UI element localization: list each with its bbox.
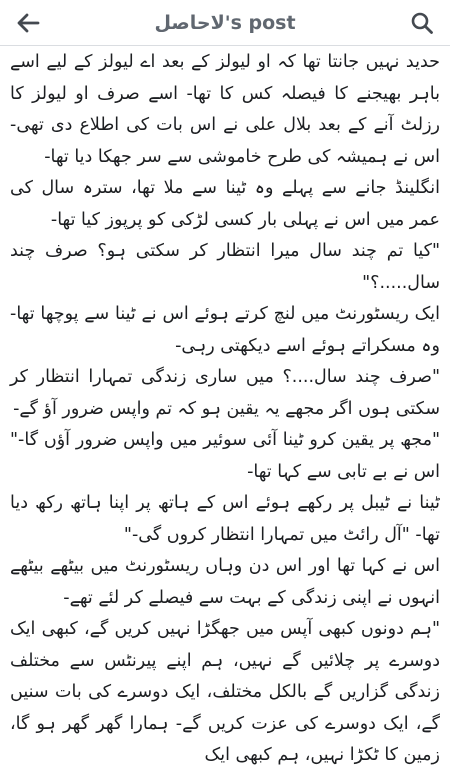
page-title: لاحاصل's post: [154, 12, 296, 34]
post-paragraph: "کیا تم چند سال میرا انتظار کر سکتی ہو؟ صرف چند سال.....؟": [10, 241, 440, 293]
top-bar: [0, 0, 450, 46]
post-paragraph: ٹینا نے ٹیبل پر رکھے ہوئے اس کے ہاتھ پر اپنا ہاتھ رکھ دیا تھا- "آل رائٹ میں تمہارا انتظار کروں گی-": [10, 493, 440, 545]
arrow-left-icon: [17, 13, 39, 33]
post-paragraph: "ہم دونوں کبھی آپس میں جھگڑا نہیں کریں گے، کبھی ایک دوسرے پر چلائیں گے نہیں، ہم اپنے پیرنٹس سے مختلف زندگی گزاریں گے بالکل مختلف، ایک دوسرے کی بات سنیں گے، ایک دوسرے کی عزت کریں گے- ہمارا گھر گھر ہو گا، زمین کا ٹکڑا نہیں، ہم کبھی ایک: [10, 619, 440, 765]
post-paragraph: انگلینڈ جانے سے پہلے وہ ٹینا سے ملا تھا، سترہ سال کی عمر میں اس نے پہلی بار کسی لڑکی کو پرپوز کیا تھا-: [10, 178, 440, 230]
post-paragraph: اس نے کہا تھا اور اس دن وہاں ریسٹورنٹ میں بیٹھے بیٹھے انہوں نے اپنی زندگی کے بہت سے فیصلے کر لئے تھے-: [10, 556, 440, 608]
search-icon: [410, 11, 434, 35]
post-paragraph: ایک ریسٹورنٹ میں لنچ کرتے ہوئے اس نے ٹینا سے پوچھا تھا- وہ مسکراتے ہوئے اسے دیکھتی رہی-: [10, 304, 440, 356]
search-button[interactable]: [406, 7, 438, 39]
back-button[interactable]: [12, 7, 44, 39]
post-paragraph: "مجھ پر یقین کرو ٹینا آئی سوئیر میں واپس ضرور آؤں گا-" اس نے بے تابی سے کہا تھا-: [10, 430, 440, 482]
post-content: [10, 47, 440, 765]
post-paragraph: حدید نہیں جانتا تھا کہ او لیولز کے بعد اے لیولز کے لیے اسے باہر بھیجنے کا فیصلہ کس کا تھا- اسے صرف او لیولز کا رزلٹ آنے کے بعد بلال علی نے اس بات کی اطلاع دی تھی- اس نے ہمیشہ کی طرح خاموشی سے سر جھکا دیا تھا-: [10, 52, 440, 167]
post-paragraph: "صرف چند سال....؟ میں ساری زندگی تمہارا انتظار کر سکتی ہوں اگر مجھے یہ یقین ہو کہ تم واپس ضرور آؤ گے-: [10, 367, 440, 419]
post-text: [10, 47, 440, 772]
